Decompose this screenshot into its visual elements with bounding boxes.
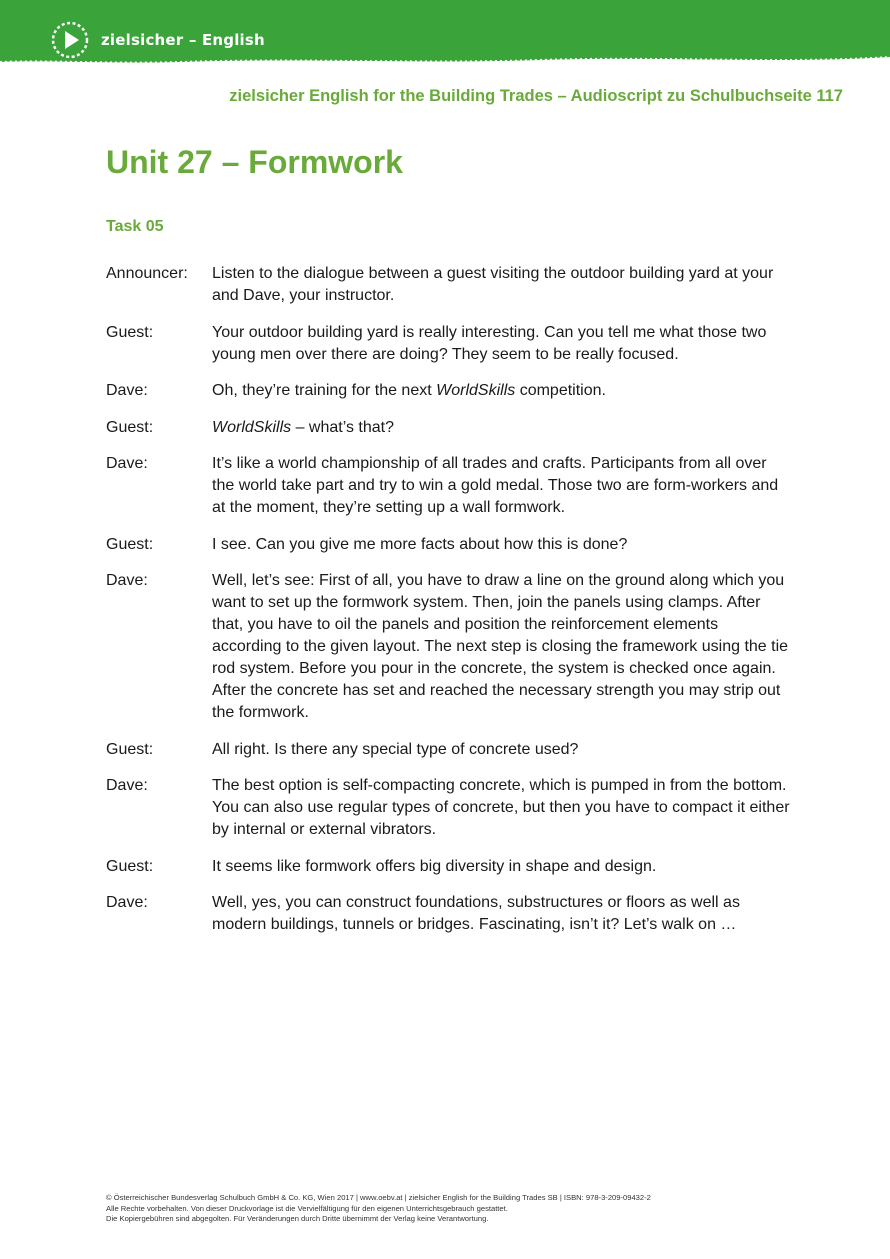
speaker-name: Dave: bbox=[106, 572, 148, 589]
utterance-text-part: Oh, they’re training for the next bbox=[212, 382, 437, 399]
brand-name: zielsicher – English bbox=[101, 31, 265, 49]
utterance-text: Well, let’s see: First of all, you have to draw a line on the ground along which you want to set up the formwork system. Then, join the panels using clamps. After that, you have to oil the panels and position the reinforcement elements according to the given layout. The next step is closing the framework using the tie rod system. Before you pour in the concrete, the system is checked once again. After the concrete has set and reached the necessary strength you may strip out the formwork. bbox=[212, 572, 789, 721]
utterance-text: Your outdoor building yard is really interesting. Can you tell me what those two young men over there are doing? They seem to be really focused. bbox=[212, 323, 767, 363]
utterance-text: The best option is self-compacting concrete, which is pumped in from the bottom. You can also use regular types of concrete, but then you have to compact it either by internal or external vibrators. bbox=[212, 777, 790, 838]
dialogue-line bbox=[106, 453, 790, 519]
speaker-name: Guest: bbox=[106, 323, 154, 341]
play-icon bbox=[50, 20, 90, 60]
copyright-footer bbox=[106, 1193, 806, 1225]
task-label: Task 05 bbox=[106, 218, 164, 235]
dialogue-line bbox=[106, 892, 790, 936]
speaker-name: Dave: bbox=[106, 777, 148, 794]
dialogue-line bbox=[106, 380, 790, 402]
speaker-name: Announcer: bbox=[106, 265, 188, 282]
dialogue-line bbox=[106, 775, 790, 841]
footer-line: Alle Rechte vorbehalten. Von dieser Druckvorlage ist die Vervielfältigung für den eigenen Unterrichtsgebrauch gestattet. bbox=[106, 1203, 508, 1213]
dialogue-line bbox=[106, 570, 790, 724]
document-subtitle: zielsicher English for the Building Trades – Audioscript zu Schulbuchseite 117 bbox=[229, 87, 843, 105]
page-title: Unit 27 – Formwork bbox=[106, 144, 403, 180]
dialogue-line bbox=[106, 856, 790, 878]
speaker-name: Dave: bbox=[106, 455, 148, 472]
dialogue bbox=[106, 263, 790, 951]
worldskills-term: WorldSkills bbox=[436, 382, 516, 399]
footer-line: © Österreichischer Bundesverlag Schulbuch GmbH & Co. KG, Wien 2017 | www.oebv.at | zielsicher English for the Building Trades SB | ISBN: 978-3-209-09432-2 bbox=[106, 1193, 651, 1202]
utterance-text: Listen to the dialogue between a guest visiting the outdoor building yard at your and Dave, your instructor. bbox=[212, 265, 774, 304]
utterance-text: It’s like a world championship of all trades and crafts. Participants from all over the world take part and try to win a gold medal. Those two are form-workers and at the moment, they’re setting up a wall formwork. bbox=[212, 455, 779, 516]
utterance-text: I see. Can you give me more facts about how this is done? bbox=[212, 535, 628, 553]
header-banner bbox=[0, 0, 890, 80]
utterance-text: It seems like formwork offers big diversity in shape and design. bbox=[212, 857, 657, 875]
utterance-text: All right. Is there any special type of concrete used? bbox=[212, 740, 579, 758]
footer-line: Die Kopiergebühren sind abgegolten. Für Veränderungen durch Dritte übernimmt der Verlag keine Verantwortung. bbox=[106, 1214, 489, 1223]
speaker-name: Guest: bbox=[106, 535, 154, 553]
utterance-text bbox=[212, 417, 790, 439]
dialogue-line bbox=[106, 534, 790, 556]
dialogue-line bbox=[106, 739, 790, 761]
dialogue-line bbox=[106, 263, 790, 307]
utterance-text: Well, yes, you can construct foundations, substructures or floors as well as modern buildings, tunnels or bridges. Fascinating, isn’t it? Let’s walk on … bbox=[212, 894, 740, 933]
worldskills-term: WorldSkills bbox=[212, 418, 292, 436]
utterance-text-part: competition. bbox=[515, 382, 606, 399]
dialogue-line bbox=[106, 322, 790, 366]
speaker-name: Guest: bbox=[106, 418, 154, 436]
dialogue-line bbox=[106, 417, 790, 439]
speaker-name: Guest: bbox=[106, 740, 154, 758]
speaker-name: Dave: bbox=[106, 382, 148, 399]
utterance-text bbox=[212, 380, 790, 402]
speaker-name: Guest: bbox=[106, 857, 154, 875]
speaker-name: Dave: bbox=[106, 894, 148, 911]
utterance-text-part: – what’s that? bbox=[291, 418, 395, 436]
